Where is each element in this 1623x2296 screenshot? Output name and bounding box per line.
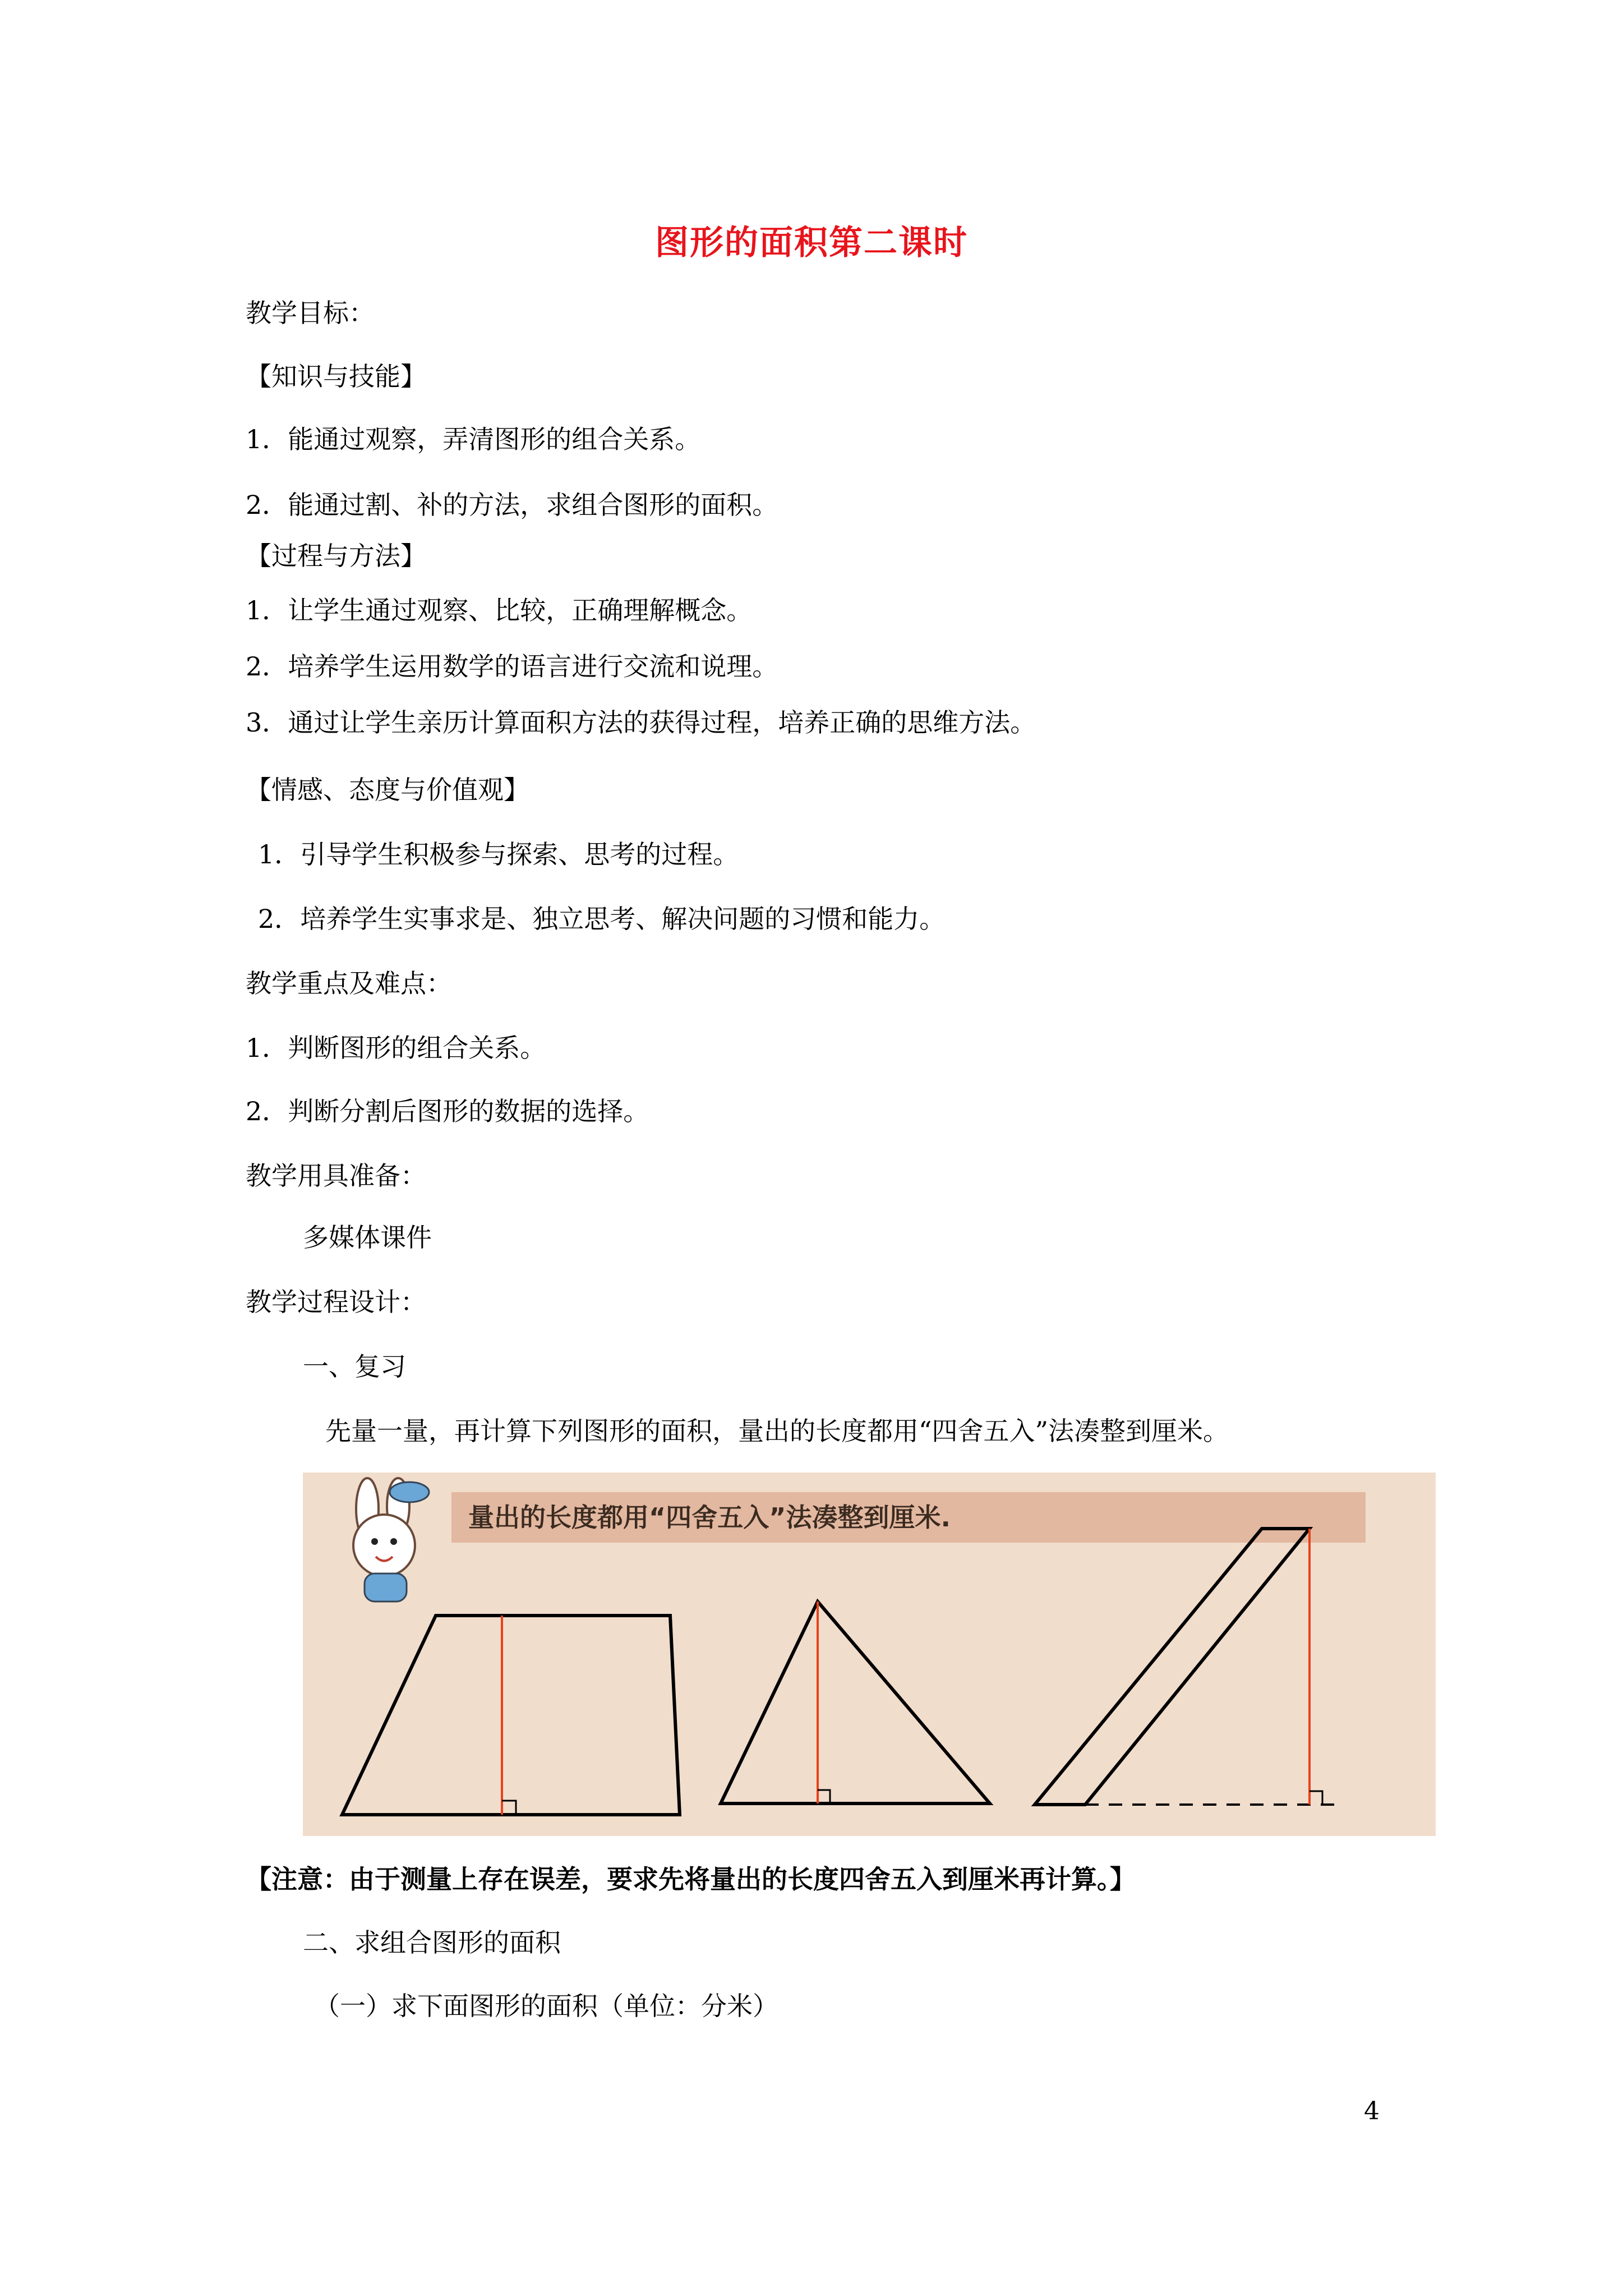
section-2-heading: 二、求组合图形的面积 (303, 1927, 561, 1958)
emotion-item-1: 1．引导学生积极参与探索、思考的过程。 (258, 839, 739, 869)
page-title: 图形的面积第二课时 (655, 223, 968, 263)
knowledge-heading: 【知识与技能】 (246, 361, 426, 392)
parallelogram-right-angle (1310, 1791, 1322, 1805)
process-heading: 【过程与方法】 (246, 541, 426, 571)
tools-text: 多媒体课件 (303, 1222, 432, 1253)
parallelogram-shape (1035, 1529, 1310, 1805)
goal-heading: 教学目标： (246, 298, 375, 328)
design-heading: 教学过程设计： (246, 1287, 426, 1317)
shapes-drawing (303, 1473, 1436, 1836)
review-heading: 一、复习 (303, 1351, 406, 1382)
difficulty-item-1: 1．判断图形的组合关系。 (246, 1033, 546, 1063)
process-item-2: 2．培养学生运用数学的语言进行交流和说理。 (246, 651, 778, 682)
trapezoid-right-angle (502, 1801, 516, 1815)
triangle-shape (721, 1602, 990, 1803)
tools-heading: 教学用具准备： (246, 1161, 426, 1191)
emotion-item-2: 2．培养学生实事求是、独立思考、解决问题的习惯和能力。 (258, 904, 946, 934)
figure-banner: 量出的长度都用“四舍五入”法凑整到厘米. (451, 1492, 1366, 1543)
triangle-right-angle (818, 1790, 830, 1803)
knowledge-item-2: 2．能通过割、补的方法，求组合图形的面积。 (246, 490, 778, 520)
note-text: 【注意：由于测量上存在误差，要求先将量出的长度四舍五入到厘米再计算。】 (246, 1864, 1136, 1894)
process-item-3: 3．通过让学生亲历计算面积方法的获得过程，培养正确的思维方法。 (246, 707, 1036, 738)
key-heading: 教学重点及难点： (246, 968, 452, 999)
sub-1-heading: （一）求下面图形的面积（单位：分米） (314, 1991, 778, 2021)
emotion-heading: 【情感、态度与价值观】 (246, 775, 529, 805)
page-number: 4 (1364, 2097, 1380, 2125)
shapes-figure (303, 1473, 1436, 1836)
process-item-1: 1．让学生通过观察、比较，正确理解概念。 (246, 595, 753, 625)
difficulty-item-2: 2．判断分割后图形的数据的选择。 (246, 1096, 649, 1126)
knowledge-item-1: 1．能通过观察，弄清图形的组合关系。 (246, 424, 701, 454)
review-task: 先量一量，再计算下列图形的面积，量出的长度都用“四舍五入”法凑整到厘米。 (325, 1416, 1229, 1446)
trapezoid-shape (342, 1616, 680, 1815)
